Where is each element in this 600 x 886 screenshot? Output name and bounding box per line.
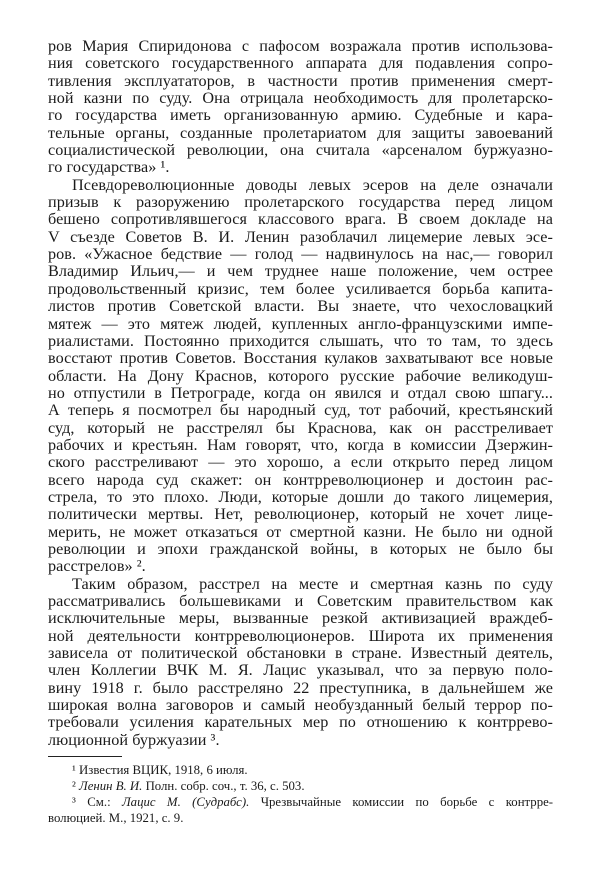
paragraph — [48, 177, 553, 576]
text-line: стрела, то это плохо. Люди, которые дошли до такого лицемерия, — [48, 487, 553, 506]
footnotes — [48, 762, 553, 826]
paragraph — [48, 576, 553, 749]
footnote-text: Полн. собр. соч., т. 36, с. 503. — [145, 779, 305, 793]
footnote — [48, 778, 553, 794]
text-line: политически мертвы. Нет, революционер, который не хочет лице- — [48, 505, 553, 524]
text-line: риалистами. Постоянно приходится слышать, что то там, то здесь — [48, 331, 553, 350]
text-line: мятеж — это мятеж людей, купленных англо-французскими импе- — [48, 314, 553, 333]
text-line: социалистической революции, она считала «арсеналом буржуазно- — [48, 141, 553, 160]
text-line: го государства» ¹. — [48, 158, 170, 177]
text-line: восстают против Советов. Восстания кулаков захватывают все новые — [48, 349, 553, 368]
text-line: V съезде Советов В. И. Ленин разоблачил лицемерие левых эсе- — [48, 227, 553, 246]
text-line: расстрелов» ². — [48, 557, 146, 576]
text-line: рассматривались большевиками и Советским правительством как — [48, 592, 553, 610]
text-line: листов против Советской власти. Вы знаете, что чехословацкий — [48, 297, 553, 316]
text-line: но отпустили в Петрограде, когда он явился и отдал свою шпагу... — [48, 383, 553, 402]
text-line: Владимир Ильич,— и чем труднее наше положение, чем острее — [48, 262, 553, 281]
text-line: бешено сопротивлявшегося классового врага. В своем докладе на — [48, 210, 553, 229]
text-line: ной деятельности контрреволюционеров. Широта их применения — [48, 626, 553, 645]
text-line: Таким образом, расстрел на месте и смертная казнь по суду — [72, 574, 553, 593]
footnote-author: Лацис М. (Судрабс). — [122, 795, 250, 809]
footnote-text: Чрезвычайные комиссии по борьбе с контрре- — [260, 795, 554, 809]
text-line: требовали усиления карательных мер по отношению к контррево- — [48, 713, 553, 732]
text-line: А теперь я посмотрел бы народный суд, тот рабочий, крестьянский — [48, 401, 553, 420]
text-line: ров. «Ужасное бедствие — голод — надвинулось на нас,— говорил — [48, 245, 553, 264]
footnote-mark: ¹ — [72, 763, 76, 777]
text-line: всего народа суд скажет: он контрреволюционер и достоин рас- — [48, 470, 553, 489]
text-line: области. На Дону Краснов, которого русские рабочие великодуш- — [48, 366, 553, 385]
text-line: зависела от политической обстановки в стране. Известный деятель, — [48, 644, 553, 663]
text-line: исключительные меры, вызванные резкой активизацией враждеб- — [48, 609, 553, 628]
footnote-mark: ³ — [72, 795, 76, 809]
text-line: ния советского государственного аппарата для подавления сопро- — [48, 54, 553, 73]
footnote-divider — [48, 756, 122, 757]
footnote — [48, 794, 553, 810]
footnote — [48, 762, 553, 778]
text-line: го государства иметь организованную армию. Судебные и кара- — [48, 106, 553, 125]
text-line: тивления эксплуататоров, в частности против применения смерт- — [48, 71, 553, 90]
text-line: широкая волна заговоров и самый необузданный белый террор по- — [48, 696, 553, 715]
footnote-continuation: волюцией. М., 1921, с. 9. — [48, 811, 184, 825]
text-line: мерить, не может отказаться от смертной казни. Не было ни одной — [48, 522, 553, 541]
footnote-text: Известия ВЦИК, 1918, 6 июля. — [79, 763, 248, 777]
text-line: продовольственный кризис, тем более усиливается борьба капита- — [48, 279, 553, 298]
text-line: Псевдореволюционные доводы левых эсеров на деле означали — [72, 175, 553, 194]
footnote-author: Ленин В. И. — [79, 779, 143, 793]
text-line: суд, который не расстрелял бы Краснова, как он расстреливает — [48, 418, 553, 437]
text-line: ров Мария Спиридонова с пафосом возражала против использова- — [48, 37, 553, 55]
text-line: рабочих и крестьян. Нам говорят, что, когда в комиссии Дзержин- — [48, 435, 553, 454]
text-line: люционной буржуазии ³. — [48, 730, 220, 749]
text-line: вину 1918 г. было расстреляно 22 преступника, в дальнейшем же — [48, 678, 553, 697]
text-line: ной казни по суду. Она отрицала необходимость для пролетарско- — [48, 89, 553, 108]
text-line: ского расстреливают — это хорошо, а если открыто перед лицом — [48, 453, 553, 472]
text-line: революции и эпохи гражданской войны, в которых не было бы — [48, 539, 553, 558]
text-line: призыв к разоружению пролетарского государства перед лицом — [48, 193, 553, 212]
text-line: член Коллегии ВЧК М. Я. Лацис указывал, что за первую поло- — [48, 661, 553, 680]
footnote-mark: ² — [72, 779, 76, 793]
paragraph — [48, 38, 553, 177]
footnote-prefix: См.: — [87, 795, 111, 809]
document-body — [48, 38, 553, 749]
text-line: тельные органы, созданные пролетариатом для защиты завоеваний — [48, 123, 553, 142]
